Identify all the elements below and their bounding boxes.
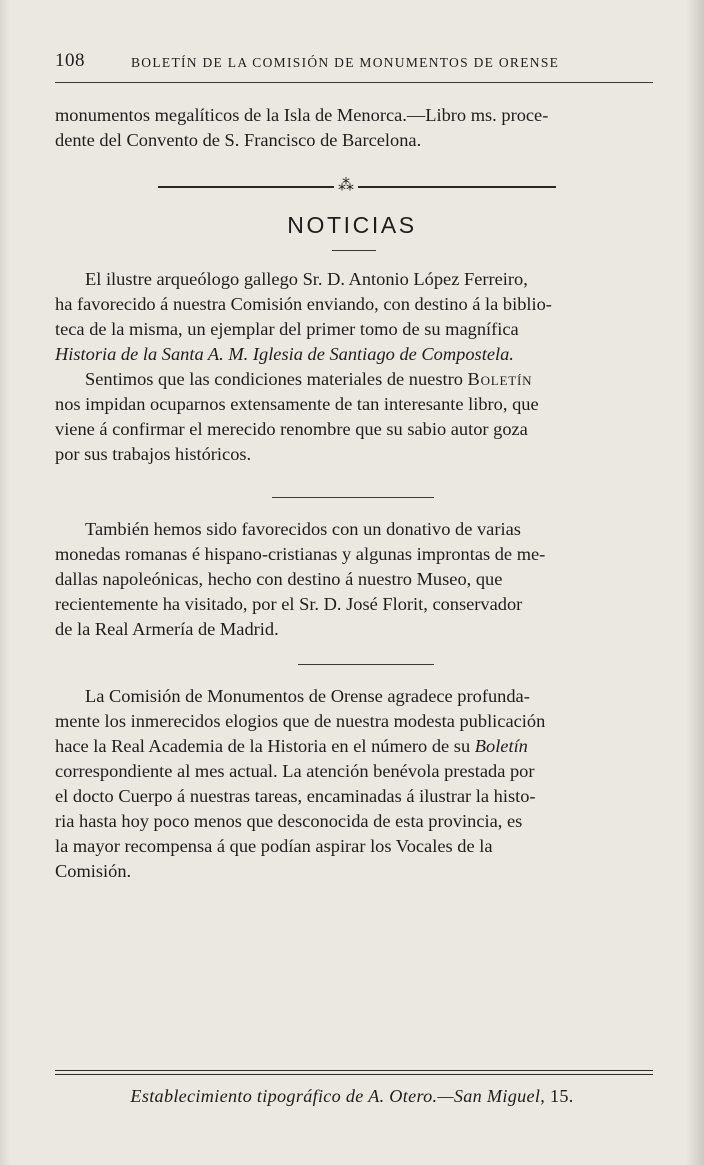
footer-rule-top <box>55 1070 653 1071</box>
notice-1-line-8: por sus trabajos históricos. <box>55 444 252 464</box>
printer-colophon <box>0 1086 704 1107</box>
notice-2-line-2: monedas romanas é hispano-cristianas y algunas improntas de me- <box>55 544 546 564</box>
boletin-reference: Boletín <box>467 369 533 389</box>
separator-rule-1 <box>272 497 434 498</box>
separator-rule-2 <box>298 664 434 665</box>
notice-3-line-8: Comisión. <box>55 861 132 881</box>
intro-line-2: dente del Convento de S. Francisco de Barcelona. <box>55 130 422 150</box>
ornament-line-right <box>358 186 556 188</box>
notice-3-line-3 <box>55 734 653 759</box>
section-title: NOTICIAS <box>287 212 417 238</box>
notice-1-line-1: El ilustre arqueólogo gallego Sr. D. Antonio López Ferreiro, <box>85 269 528 289</box>
ornament-line-left <box>158 186 334 188</box>
notice-1-line-5-text: Sentimos que las condiciones materiales de nuestro <box>85 369 468 389</box>
boletin-italic: Boletín <box>474 736 528 756</box>
notice-1-line-6: nos impidan ocuparnos extensamente de tan interesante libro, que <box>55 394 539 414</box>
notice-2-line-1: También hemos sido favorecidos con un donativo de varias <box>85 519 521 539</box>
notice-3-line-1: La Comisión de Monumentos de Orense agradece profunda- <box>85 686 530 706</box>
notice-3-line-4: correspondiente al mes actual. La atención benévola prestada por <box>55 761 535 781</box>
notice-paragraph-3 <box>55 684 653 884</box>
footer-rule-bottom <box>55 1074 653 1075</box>
notice-1-line-7: viene á confirmar el merecido renombre que su sabio autor goza <box>55 419 528 439</box>
notice-3-line-5: el docto Cuerpo á nuestras tareas, encaminadas á ilustrar la histo- <box>55 786 536 806</box>
page-header <box>55 50 653 76</box>
notice-paragraph-1 <box>55 267 653 467</box>
notice-2-line-5: de la Real Armería de Madrid. <box>55 619 279 639</box>
notice-1-book-title <box>55 342 653 367</box>
notice-1-line-2: ha favorecido á nuestra Comisión enviando, con destino á la biblio- <box>55 294 552 314</box>
running-head: BOLETÍN DE LA COMISIÓN DE MONUMENTOS DE ORENSE <box>131 55 560 70</box>
book-title: Historia de la Santa A. M. Iglesia de Santiago de Compostela. <box>55 344 514 364</box>
notice-paragraph-2 <box>55 517 653 642</box>
notice-1-line-5 <box>55 367 653 392</box>
colophon-imprint: Establecimiento tipográfico de A. Otero.—San Miguel, <box>130 1086 546 1106</box>
colophon-number: 15. <box>549 1086 574 1106</box>
notice-2-line-3: dallas napoleónicas, hecho con destino á nuestro Museo, que <box>55 569 503 589</box>
notice-3-line-6: ria hasta hoy poco menos que desconocida de esta provincia, es <box>55 811 523 831</box>
header-rule <box>55 82 653 83</box>
notice-3-line-7: la mayor recompensa á que podían aspirar los Vocales de la <box>55 836 493 856</box>
page-number: 108 <box>55 50 85 71</box>
notice-3-line-3-text: hace la Real Academia de la Historia en el número de su <box>55 736 475 756</box>
title-underline <box>332 250 376 251</box>
intro-paragraph <box>55 103 653 153</box>
notice-2-line-4: recientemente ha visitado, por el Sr. D. José Florit, conservador <box>55 594 523 614</box>
section-ornament <box>158 175 556 194</box>
notice-1-line-3: teca de la misma, un ejemplar del primer tomo de su magnífica <box>55 319 519 339</box>
page-shadow-right <box>686 0 704 1165</box>
page-shadow-left <box>0 0 10 1165</box>
notice-3-line-2: mente los inmerecidos elogios que de nuestra modesta publicación <box>55 711 546 731</box>
intro-line-1: monumentos megalíticos de la Isla de Menorca.—Libro ms. proce- <box>55 105 549 125</box>
asterism-icon: ⁂ <box>338 175 354 194</box>
